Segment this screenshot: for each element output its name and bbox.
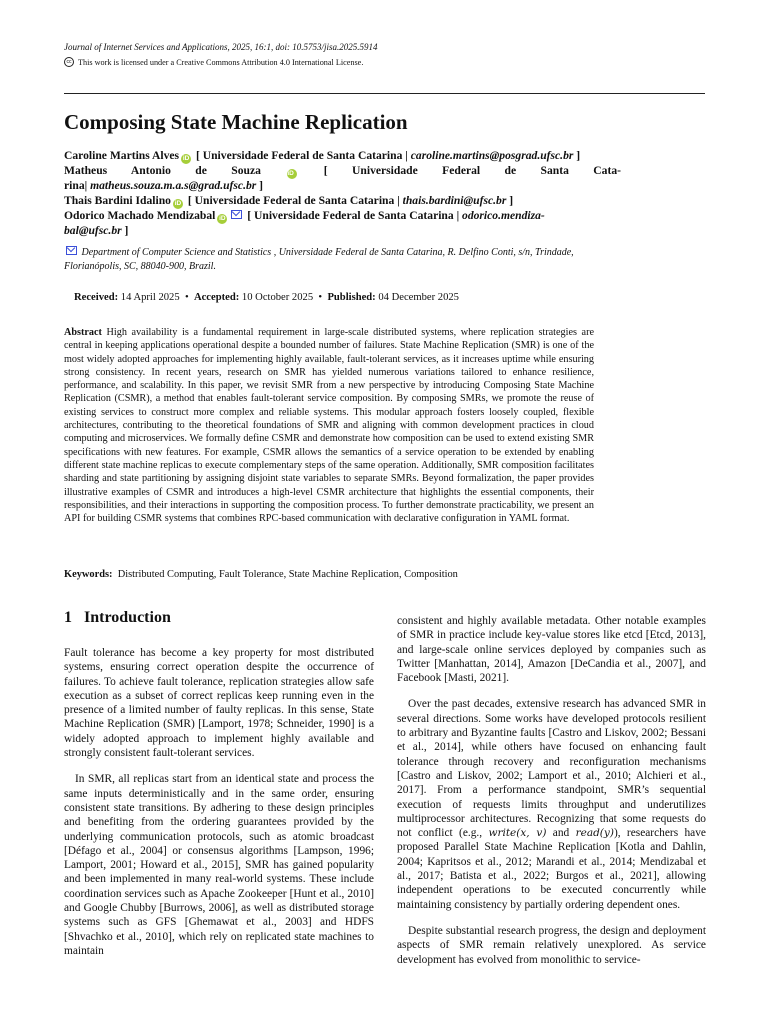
paragraph: Over the past decades, extensive research has advanced SMR in several directions. Some works have developed protocols resilient to arbitrary and Byzantine faults [Castro and Liskov, 2002; Bessani et al., 2014], while others have focused on enhancing fault tolerance through recovery and reconfiguration mechanisms [Castro and Liskov, 2002; Lamport et al., 2010; Alchieri et al., 2017]. From a performance standpoint, SMR’s sequential execution of requests limits throughput and underutilizes multiprocessor architectures. Recognizing that some requests do not conflict (e.g., write(x, v) and read(y)), researchers have proposed Parallel State Machine Replication [Kotla and Dahlin, 2004; Kapritsos et al., 2012; Marandi et al., 2014; Mendizabal et al., 2017; Batista et al., 2022; Burgos et al., 2021], allowing independent operations to be executed concurrently while maintaining consistency by partially ordering dependent ones. <box>397 698 706 911</box>
paper-title: Composing State Machine Replication <box>64 110 408 134</box>
author-list <box>64 149 621 238</box>
author-4-cont: bal@ufsc.br ] <box>64 223 129 237</box>
abstract <box>64 326 594 525</box>
paragraph: Despite substantial research progress, the design and deployment aspects of SMR remain relatively unexplored. As service development has evolved from monolithic to service- <box>397 924 706 966</box>
envelope-icon <box>66 246 77 255</box>
author-2-cont: rina| matheus.souza.m.a.s@grad.ufsc.br ] <box>64 179 264 192</box>
orcid-icon[interactable]: iD <box>182 155 190 162</box>
author-2: Matheus Antonio de Souza iD [ Universidade Federal de Santa Cata- <box>64 164 621 177</box>
author-3: Thais Bardini Idalino iD [ Universidade Federal de Santa Catarina | thais.bardini@ufsc.br ] <box>64 193 514 207</box>
orcid-icon[interactable]: iD <box>219 214 226 222</box>
paragraph: Fault tolerance has become a key property for most distributed systems, ensuring correct operation despite the occurrence of failures. To achieve fault tolerance, replication strategies allow safe execution as a subset of correct replicas keep running even in the presence of a limited number of faulty replicas. In this sense, State Machine Replication (SMR) [Lamport, 1978; Schneider, 1990] is a widely adopted approach to implement highly available and strongly consistent fault-tolerant services. <box>64 647 374 760</box>
abstract-label: Abstract <box>64 327 102 338</box>
orcid-icon[interactable]: iD <box>287 169 297 179</box>
orcid-icon[interactable]: iD <box>174 199 182 207</box>
body-column-right <box>397 614 706 967</box>
license-text: This work is licensed under a Creative Commons Attribution 4.0 International License. <box>78 57 364 67</box>
body-column-left <box>64 646 374 958</box>
author-1: Caroline Martins Alves iD [ Universidade Federal de Santa Catarina | caroline.martins@posgrad.ufsc.br ] <box>64 149 581 162</box>
publication-dates: Received: 14 April 2025 • Accepted: 10 October 2025 • Published: 04 December 2025 <box>74 292 459 303</box>
envelope-icon[interactable] <box>231 210 242 219</box>
header-divider <box>64 93 705 94</box>
journal-citation: Journal of Internet Services and Applications, 2025, 16:1, doi: 10.5753/jisa.2025.5914 <box>64 42 378 52</box>
affiliation-address: Department of Computer Science and Statistics , Universidade Federal de Santa Catarina, R. Delfino Conti, s/n, Trindade, Florianópolis, SC, 88040-900, Brazil. <box>64 247 574 272</box>
abstract-text: High availability is a fundamental requirement in large-scale distributed systems, where replication strategies are central in keeping applications operational despite a bounded number of failures. State Machine Replication (SMR) is one of the most widely adopted approaches for implementing highly available, fault-tolerant services, as it increases uptime while ensuring strong consistency. In recent years, research on SMR has yielded numerous variations tailored to enhance resilience, performance, and scalability. In this paper, we revisit SMR from a new perspective by introducing Composing State Machine Replication (CSMR), a method that enables fault-tolerant service composition. By composing SMRs, we promote the reuse of existing services to construct more complex and reliable systems. This modular approach fosters loosely coupled, flexible architectures, contributing to the theoretical foundations of SMR and aligning with common development practices in cloud computing and microservices. We formally define CSMR and demonstrate how composition can be used to extend existing SMR specifications with new features. For example, CSMR allows the semantics of a service operation to be extended by enabling different state machine replicas to execute complementary steps of the same operation. Additionally, SMR composition facilitates sharding and state partitioning by assigning disjoint state variables to separate SMRs. Beyond formalization, the paper provides illustrative examples of CSMR and introduces a high-level CSMR architecture that highlights the essential components, their responsibilities, and their interactions in supporting the composition process. To further demonstrate practicability, we present an API for building CSMR systems that combines RPC-based communication with declarative configuration in YAML format. <box>64 327 594 525</box>
creative-commons-icon: cc <box>64 57 74 67</box>
keywords: Keywords: Distributed Computing, Fault Tolerance, State Machine Replication, Composition <box>64 569 458 580</box>
license-line <box>64 57 363 67</box>
section-heading: 1 Introduction <box>64 609 171 626</box>
paragraph: In SMR, all replicas start from an identical state and process the same inputs deterministically and in the same order, ensuring consistent state transitions. By adhering to these design principles and benefiting from the ordering guarantees provided by the underlying communication protocols, such as atomic broadcast [Défago et al., 2004] or consensus algorithms [Lampson, 1996; Lamport, 2001; Howard et al., 2015], SMR has gained popularity and been implemented in many real-world systems. These include coordination services such as Apache Zookeeper [Hunt et al., 2010] and Google Chubby [Burrows, 2006], as well as distributed storage systems such as GFS [Ghemawat et al., 2003] and HDFS [Shvachko et al., 2010], which rely on replicated state machines to maintain <box>64 773 374 957</box>
paragraph: consistent and highly available metadata. Other notable examples of SMR in practice include key-value stores like etcd [Etcd, 2013], and large-scale online services deployed by companies such as Twitter [Manhattan, 2014], Amazon [DeCandia et al., 2007], and Facebook [Masti, 2021]. <box>397 615 706 685</box>
author-4: Odorico Machado Mendizabal iD [ Universidade Federal de Santa Catarina | odorico.mendiza- <box>64 208 545 222</box>
